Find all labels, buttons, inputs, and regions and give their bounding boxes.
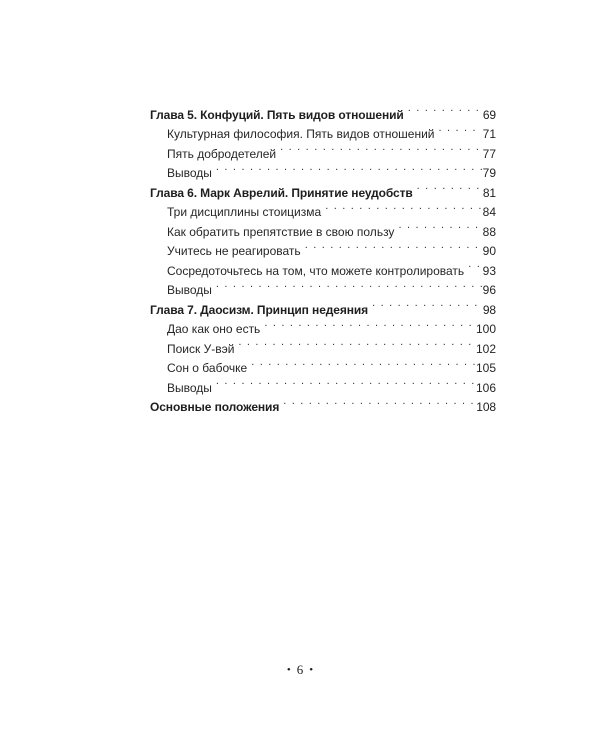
dot-leader xyxy=(398,216,481,236)
dot-leader xyxy=(417,177,482,197)
section-title: Выводы xyxy=(167,166,212,180)
chapter-title: Глава 7. Даосизм. Принцип недеяния xyxy=(150,302,369,317)
section-page-number: 100 xyxy=(475,322,496,336)
section-page-number: 106 xyxy=(475,380,496,395)
section-page-number: 88 xyxy=(482,224,496,239)
section-page-number: 77 xyxy=(482,146,496,161)
section-page-number: 93 xyxy=(482,263,496,278)
dot-leader xyxy=(264,314,475,334)
section-title: Учитесь не реагировать xyxy=(167,244,301,258)
section-list xyxy=(150,197,496,295)
toc-chapter xyxy=(150,294,496,395)
section-title: Сон о бабочке xyxy=(167,361,248,375)
dot-leader xyxy=(325,197,481,217)
section-page-number: 105 xyxy=(475,361,496,375)
section-title: Выводы xyxy=(167,380,212,395)
section-title: Пять добродетелей xyxy=(167,146,277,161)
section-page-number: 79 xyxy=(482,166,496,180)
folio-bullet-right: • xyxy=(309,664,314,676)
section-page-number: 71 xyxy=(482,127,496,141)
section-entry xyxy=(167,372,496,395)
dot-leader xyxy=(305,236,482,256)
section-title: Дао как оно есть xyxy=(167,322,261,336)
dot-leader xyxy=(408,99,482,119)
section-list xyxy=(150,119,496,178)
dot-leader xyxy=(372,294,482,314)
chapter-page-number: 81 xyxy=(482,185,496,200)
section-page-number: 102 xyxy=(475,341,496,356)
dot-leader xyxy=(468,255,481,275)
chapter-entry xyxy=(150,99,496,122)
page-number: 6 xyxy=(296,662,304,677)
dot-leader xyxy=(216,275,482,295)
toc-chapter xyxy=(150,177,496,297)
dot-leader xyxy=(238,333,475,353)
section-title: Три дисциплины стоицизма xyxy=(167,205,322,219)
chapter-page-number: 98 xyxy=(482,302,496,317)
chapter-page-number: 69 xyxy=(482,107,496,122)
section-list xyxy=(150,314,496,395)
section-title: Как обратить препятствие в свою пользу xyxy=(167,224,395,239)
dot-leader xyxy=(216,372,475,392)
section-page-number: 90 xyxy=(482,244,496,258)
folio-bullet-left: • xyxy=(286,664,291,676)
dot-leader xyxy=(439,119,482,139)
section-title: Сосредоточьтесь на том, что можете контролировать xyxy=(167,263,465,278)
dot-leader xyxy=(216,158,482,178)
dot-leader xyxy=(251,353,475,373)
toc-chapter xyxy=(150,99,496,180)
chapter-page-number: 108 xyxy=(476,400,496,414)
section-title: Культурная философия. Пять видов отношений xyxy=(167,127,435,141)
page-folio xyxy=(0,662,600,678)
table-of-contents xyxy=(150,99,496,414)
section-page-number: 96 xyxy=(482,283,496,297)
section-page-number: 84 xyxy=(482,205,496,219)
section-title: Поиск У-вэй xyxy=(167,341,235,356)
dot-leader xyxy=(280,138,482,158)
chapter-title: Основные положения xyxy=(150,400,280,414)
chapter-title: Глава 6. Марк Аврелий. Принятие неудобств xyxy=(150,185,413,200)
section-entry xyxy=(167,158,496,178)
section-entry xyxy=(167,275,496,295)
section-title: Выводы xyxy=(167,283,212,297)
dot-leader xyxy=(283,392,475,412)
chapter-title: Глава 5. Конфуций. Пять видов отношений xyxy=(150,107,404,122)
